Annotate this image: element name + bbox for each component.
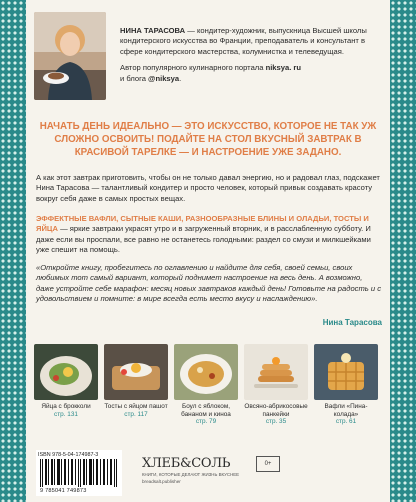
- dish-page: стр. 79: [195, 418, 217, 426]
- bio-intro: [120, 26, 380, 57]
- dish-item: [314, 344, 378, 426]
- barcode-icon: [40, 459, 118, 487]
- headline: НАЧАТЬ ДЕНЬ ИДЕАЛЬНО — ЭТО ИСКУССТВО, КОТОРОЕ НЕ ТАК УЖ СЛОЖНО ОСВОИТЬ! ПОДАЙТЕ НА СТОЛ ВКУСНЫЙ ЗАВТРАК В КРАСИВОЙ ТАРЕЛКЕ — И НАСТРОЕНИЕ УЖЕ ЗАДАНО.: [39, 121, 377, 158]
- dish-page: стр. 61: [335, 418, 357, 426]
- age-rating-badge: 0+: [256, 456, 280, 472]
- barcode-number: 9 785041 749873: [40, 488, 87, 494]
- description-paragraph-1: А как этот завтрак приготовить, чтобы он не только давал энергию, но и радовал глаз, подскажет Нина Тарасова — талантливый кондитер и просто человек, который привык создавать красоту вокруг себя даже в самых простых вещах.: [36, 173, 380, 203]
- dish-caption: Овсяно-абрикосовые панкейки: [244, 403, 308, 418]
- publisher-brand: ХЛЕБ&СОЛЬ: [142, 456, 231, 471]
- dish-caption: Вафли «Пина-колада»: [324, 403, 368, 418]
- dish-caption: Тосты с яйцом пашот: [104, 403, 168, 410]
- dish-page: стр. 117: [124, 410, 148, 418]
- author-quote: «Откройте книгу, пробегитесь по оглавлению и найдите для себя, своей семьи, своих любимых тот самый вариант, который поднимет настроение на весь день. А возможно, даже устройте себе марафон: месяц новых завтраков каждый день! Готовьте на радость и с удовольствием и помните: в мире всегда есть место вкусу и наслаждению».: [36, 263, 382, 304]
- author-description: — кондитер-художник, выпускница Высшей школы кондитерского искусства во Франции, преподаватель и консультант в сфере кондитерского мастерства, колумнистка и телеведущая.: [120, 26, 367, 56]
- paragraph-2-accent: ЭФФЕКТНЫЕ ВАФЛИ, СЫТНЫЕ КАШИ, РАЗНООБРАЗНЫЕ БЛИНЫ И ОЛАДЬИ, ТОСТЫ И ЯЙЦА: [36, 214, 369, 234]
- dish-page: стр. 131: [54, 410, 78, 418]
- paragraph-2-rest: — яркие завтраки украсят утро и в загруженный вторник, и в расслабленную субботу. И даже если вы проспали, все равно не останетесь голодными: раздел со смузи и милкшейками уже спешит на помощь.: [36, 224, 371, 254]
- dish-item: [104, 344, 168, 418]
- polka-dot-border-left: [0, 0, 26, 502]
- dish-item: [34, 344, 98, 418]
- author-photo: [34, 12, 106, 100]
- dish-gallery: [32, 344, 384, 426]
- bio-links: [120, 63, 380, 84]
- dish-caption: Яйца с брокколи: [41, 403, 91, 410]
- dish-page: стр. 35: [265, 418, 287, 426]
- dish-photo-pancakes: [244, 344, 308, 400]
- author-bio: [120, 26, 380, 90]
- publisher-logo: [142, 456, 242, 484]
- dish-photo-waffles: [314, 344, 378, 400]
- portal-link[interactable]: niksya. ru: [265, 63, 302, 73]
- isbn: ISBN 978-5-04-174987-3: [38, 452, 99, 458]
- blog-prefix: и блога: [120, 73, 149, 83]
- dish-caption: Боул с яблоком, бананом и киноа: [181, 403, 231, 418]
- blog-suffix: .: [179, 73, 182, 83]
- polka-dot-border-right: [390, 0, 416, 502]
- publisher-site: breadsalt.publisher: [142, 479, 181, 484]
- portal-prefix: Автор популярного кулинарного портала: [120, 63, 266, 73]
- description-paragraph-2: [36, 214, 382, 255]
- dish-photo-bowl: [174, 344, 238, 400]
- publisher-tagline: КНИГИ, КОТОРЫЕ ДЕЛАЮТ ЖИЗНЬ ВКУСНЕЕ: [142, 472, 240, 477]
- dish-photo-poached-egg-toast: [104, 344, 168, 400]
- dish-item: [244, 344, 308, 426]
- content-panel: [26, 0, 390, 502]
- author-name: НИНА ТАРАСОВА: [120, 26, 186, 35]
- dish-item: [174, 344, 238, 426]
- dish-photo-eggs-broccoli: [34, 344, 98, 400]
- quote-author: Нина Тарасова: [322, 318, 382, 327]
- blog-link[interactable]: @niksya: [148, 73, 180, 83]
